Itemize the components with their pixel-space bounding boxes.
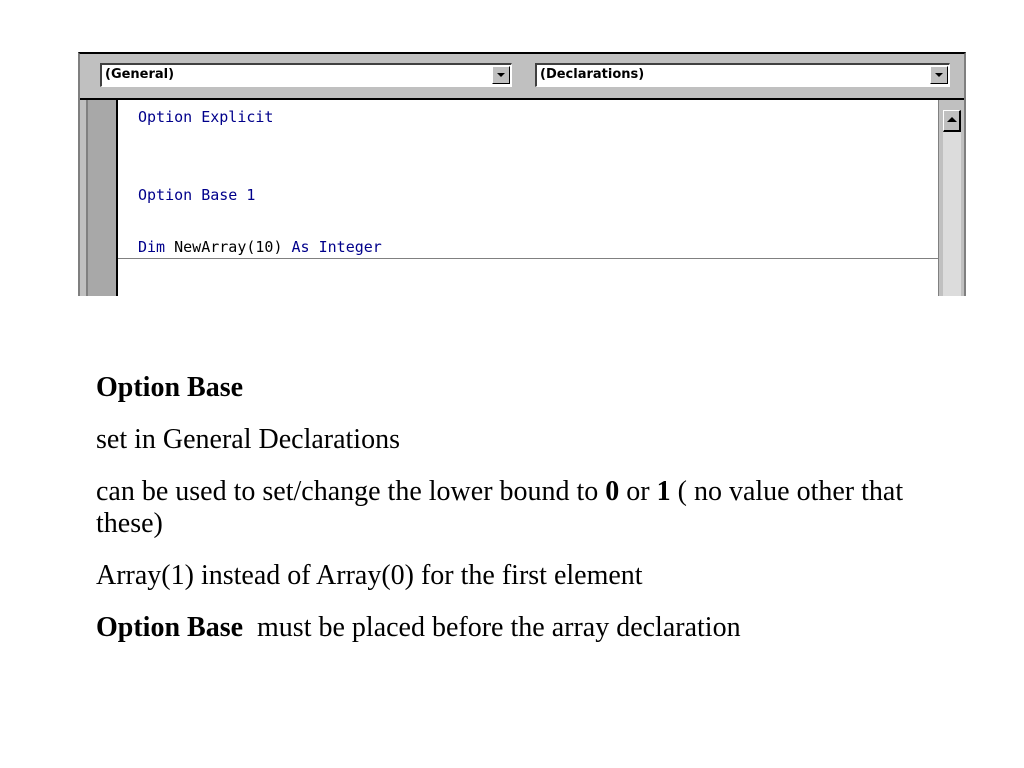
- procedure-combo-box[interactable]: [535, 63, 950, 87]
- value-one: 1: [656, 476, 671, 507]
- bullet-first-element: Array(1) instead of Array(0) for the first element: [96, 560, 643, 591]
- dropdown-arrow-icon[interactable]: [930, 66, 948, 84]
- option-base-term: Option Base: [96, 612, 244, 643]
- code-keyword: As Integer: [291, 238, 382, 256]
- text-part: ( no value other that these): [96, 476, 904, 539]
- bullet-lower-bound: [96, 476, 916, 540]
- code-line: [138, 186, 255, 204]
- dropdown-arrow-icon[interactable]: [492, 66, 510, 84]
- code-identifier: NewArray(10): [165, 238, 292, 256]
- procedure-separator: [118, 258, 938, 259]
- vertical-scrollbar[interactable]: [938, 100, 964, 296]
- scrollbar-track[interactable]: [943, 132, 961, 296]
- vba-code-window: [78, 52, 966, 296]
- bullet-placement: [96, 612, 916, 644]
- code-editor[interactable]: [118, 100, 938, 296]
- code-keyword: Option Base 1: [138, 186, 256, 204]
- code-line: [138, 108, 273, 126]
- text-part: or: [619, 476, 657, 507]
- margin-indicator-bar[interactable]: [86, 100, 118, 296]
- text-part: can be used to set/change the lower bound to: [96, 476, 606, 507]
- bullet-general-declarations: set in General Declarations: [96, 424, 400, 455]
- procedure-combo-value: (Declarations): [540, 67, 645, 82]
- value-zero: 0: [605, 476, 620, 507]
- slide-body: [96, 372, 916, 664]
- text-part: must be placed before the array declaration: [243, 612, 741, 643]
- slide-heading: Option Base: [96, 372, 244, 403]
- object-combo-box[interactable]: [100, 63, 512, 87]
- scroll-up-icon[interactable]: [943, 110, 961, 132]
- code-keyword: Option Explicit: [138, 108, 274, 126]
- code-line: [138, 238, 382, 256]
- code-editor-frame: [80, 98, 964, 296]
- code-keyword: Dim: [138, 238, 166, 256]
- object-combo-value: (General): [105, 67, 175, 82]
